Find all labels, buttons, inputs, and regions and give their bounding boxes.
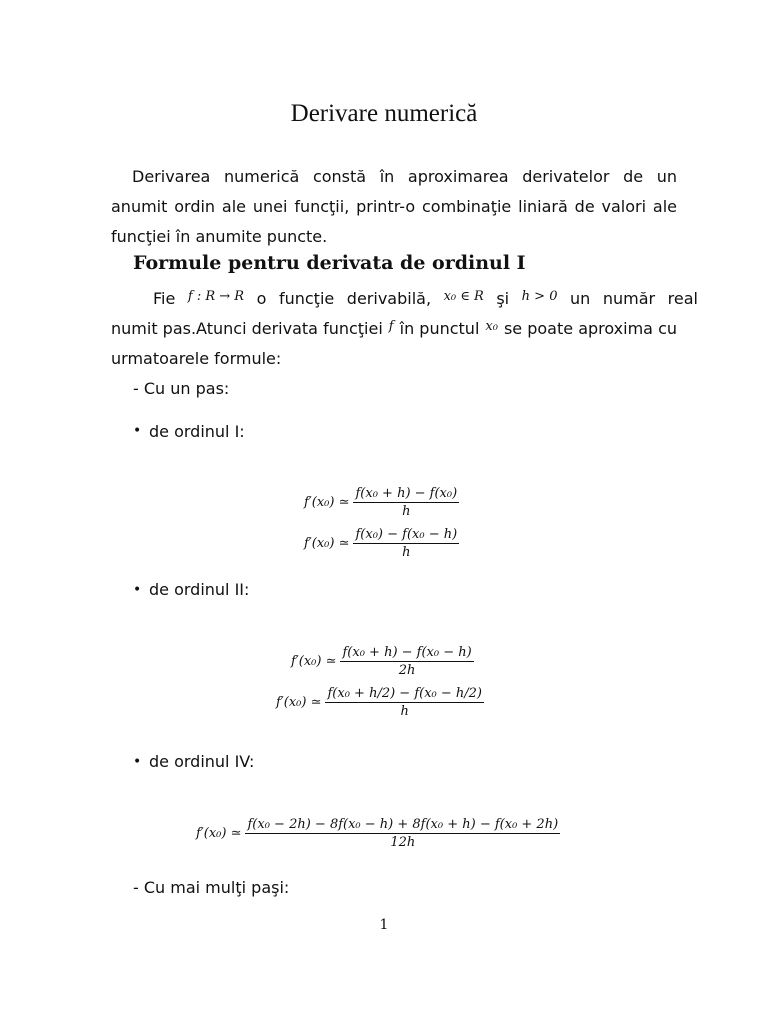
equation-5-numerator: f(x₀ − 2h) − 8f(x₀ − h) + 8f(x₀ + h) − f(x₀ + 2h)	[247, 817, 559, 832]
word: funcţie	[278, 289, 335, 308]
math-h-positive: h > 0	[521, 289, 558, 304]
equation-3: f′(x₀) ≃ $\frac{\text{f(x₀ + h) − f(x₀ − h)}}{2h}$	[291, 645, 472, 678]
page-title: Derivare numerică	[290, 100, 478, 127]
bullet-icon: •	[133, 582, 142, 598]
equation-4-denominator: h	[400, 704, 409, 719]
math-function-signature: f : R → R	[187, 289, 245, 304]
equation-4: f′(x₀) ≃ $\frac{\text{f(x₀ + h/2) − f(x₀ − h/2)}}{h}$	[276, 686, 482, 719]
one-step-label: - Cu un pas:	[133, 379, 230, 398]
math-f: f	[388, 319, 394, 334]
equation-2-denominator: h	[402, 545, 411, 560]
word: real	[667, 289, 698, 308]
section-heading: Formule pentru derivata de ordinul I	[133, 252, 526, 274]
intro-paragraph	[111, 162, 677, 252]
equation-1: f′(x₀) ≃ $\frac{\text{f(x₀ + h) − f(x₀)}}{h}$	[304, 486, 458, 519]
math-x0-in-r: x₀ ∈ R	[443, 289, 484, 304]
equation-2-numerator: f(x₀) − f(x₀ − h)	[355, 527, 458, 542]
equation-3-numerator: f(x₀ + h) − f(x₀ − h)	[342, 645, 472, 660]
bullet-icon: •	[133, 423, 142, 439]
word: derivabilă,	[346, 289, 432, 308]
bullet-icon: •	[133, 754, 142, 770]
word: număr	[602, 289, 656, 308]
equation-5-denominator: 12h	[390, 835, 416, 850]
equation-4-numerator: f(x₀ + h/2) − f(x₀ − h/2)	[327, 686, 482, 701]
equation-2: f′(x₀) ≃ $\frac{\text{f(x₀) − f(x₀ − h)}}{h}$	[304, 527, 458, 560]
order-2-label: de ordinul II:	[149, 580, 250, 599]
order-4-label: de ordinul IV:	[149, 752, 255, 771]
equation-5: f′(x₀) ≃ $\frac{\text{f(x₀ − 2h) − 8f(x₀ − h) + 8f(x₀ + h) − f(x₀ + 2h)}}{12h}$	[196, 817, 559, 850]
math-x0: x₀	[485, 319, 498, 334]
equation-1-denominator: h	[402, 504, 411, 519]
page-number: 1	[379, 917, 389, 933]
word: Fie	[153, 289, 176, 308]
equation-1-numerator: f(x₀ + h) − f(x₀)	[355, 486, 458, 501]
equation-3-denominator: 2h	[398, 663, 416, 678]
multi-step-label: - Cu mai mulţi paşi:	[133, 878, 290, 897]
intro-text: Derivarea numerică constă în aproximarea derivatelor de un anumit ordin ale unei funcţii, printr-o combinaţie liniară de valori ale funcţiei în anumite puncte.	[111, 167, 677, 246]
definition-line-3: urmatoarele formule:	[111, 349, 282, 368]
word: un	[570, 289, 591, 308]
definition-line-2: numit pas.Atunci derivata funcţiei f în punctul x₀ se poate aproxima cu	[111, 319, 677, 338]
word: o	[256, 289, 267, 308]
word: şi	[496, 289, 510, 308]
order-1-label: de ordinul I:	[149, 422, 245, 441]
definition-line-1	[132, 289, 698, 308]
